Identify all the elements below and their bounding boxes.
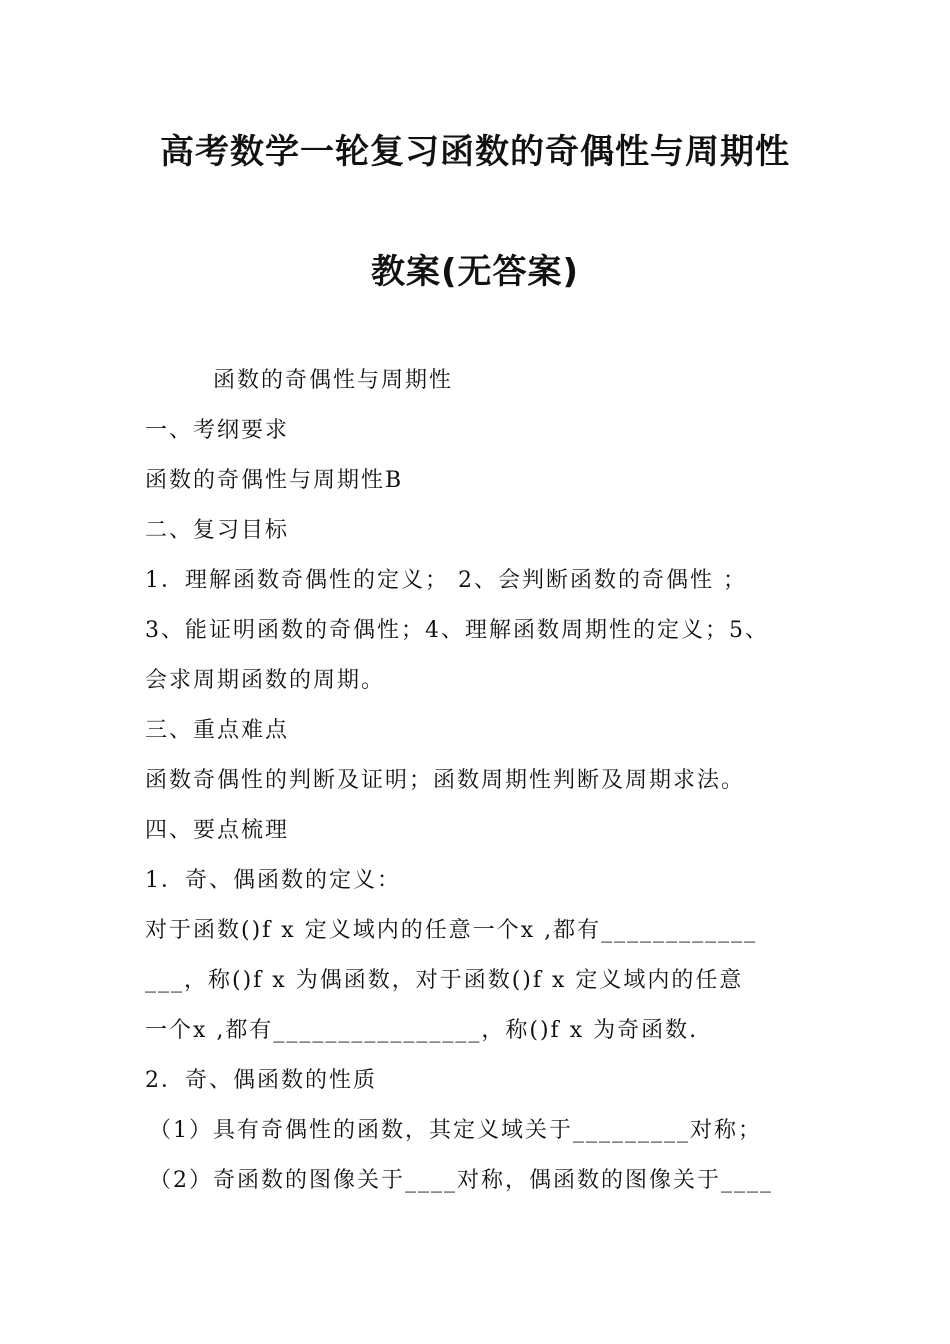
paragraph-line: 会求周期函数的周期。 bbox=[145, 668, 386, 693]
paragraph-line: （2）奇函数的图像关于____对称，偶函数的图像关于____ bbox=[149, 1168, 773, 1193]
paragraph-line: ___，称()f x 为偶函数，对于函数()f x 定义域内的任意 bbox=[145, 968, 744, 993]
heading-main-points: 四、要点梳理 bbox=[145, 818, 290, 843]
paragraph-line: 一个x ,都有________________，称()f x 为奇函数. bbox=[145, 1018, 699, 1043]
section-subtitle: 函数的奇偶性与周期性 bbox=[213, 368, 454, 393]
document-body bbox=[145, 356, 807, 1206]
document-title-line-2: 教案(无答案) bbox=[370, 252, 580, 292]
paragraph-line: （1）具有奇偶性的函数，其定义域关于_________对称； bbox=[149, 1118, 762, 1143]
paragraph-line: 函数的奇偶性与周期性B bbox=[145, 468, 404, 493]
paragraph-line: 2．奇、偶函数的性质 bbox=[145, 1068, 377, 1093]
paragraph-line: 1．奇、偶函数的定义： bbox=[145, 868, 401, 893]
paragraph-line: 1．理解函数奇偶性的定义； 2、会判断函数的奇偶性 ； bbox=[145, 568, 747, 593]
document-title-line-1: 高考数学一轮复习函数的奇偶性与周期性 bbox=[160, 132, 790, 172]
heading-exam-requirements: 一、考纲要求 bbox=[145, 418, 290, 443]
paragraph-line: 对于函数()f x 定义域内的任意一个x ,都有____________ bbox=[145, 918, 758, 943]
paragraph-line: 3、能证明函数的奇偶性；4、理解函数周期性的定义；5、 bbox=[145, 618, 769, 643]
paragraph-line: 函数奇偶性的判断及证明；函数周期性判断及周期求法。 bbox=[145, 768, 746, 793]
heading-key-points: 三、重点难点 bbox=[145, 718, 290, 743]
heading-review-goals: 二、复习目标 bbox=[145, 518, 290, 543]
